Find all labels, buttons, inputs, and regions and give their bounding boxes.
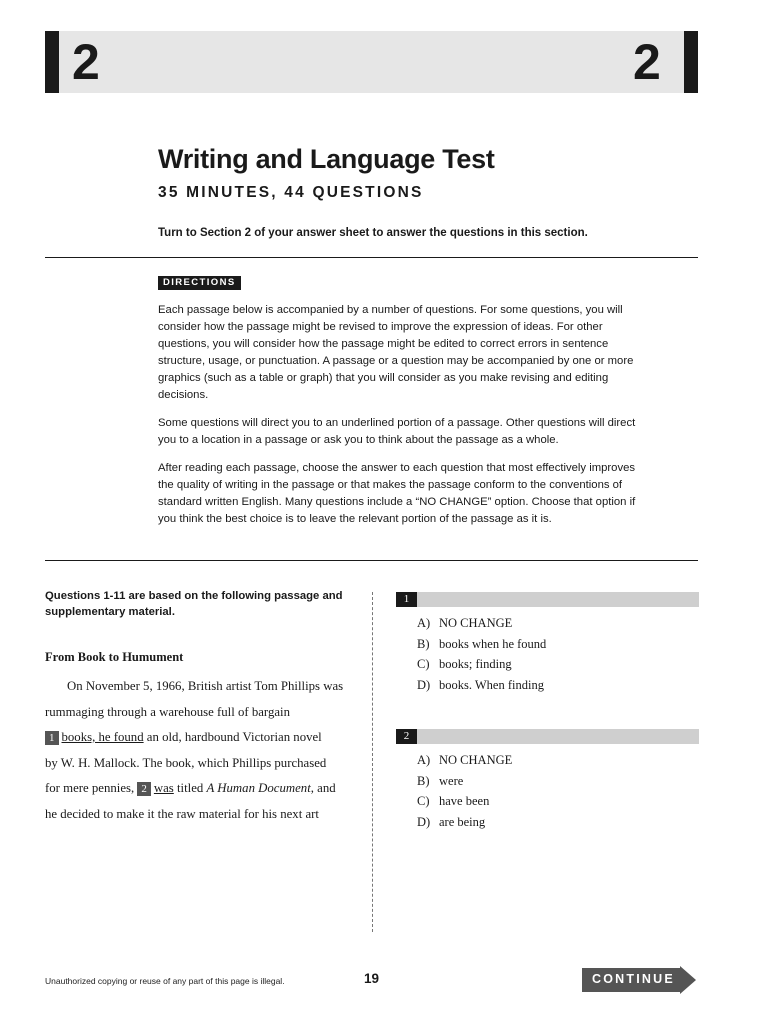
answer-options bbox=[417, 750, 699, 833]
option-text: NO CHANGE bbox=[439, 753, 513, 767]
divider-bottom bbox=[45, 560, 698, 561]
option-letter: B) bbox=[417, 636, 430, 651]
passage-line bbox=[45, 725, 365, 751]
section-number-left: 2 bbox=[72, 34, 100, 90]
passage-line: rummaging through a warehouse full of bargain bbox=[45, 704, 290, 719]
option-letter: A) bbox=[417, 616, 431, 630]
answer-option-b[interactable] bbox=[417, 771, 699, 792]
option-text: have been bbox=[439, 794, 490, 809]
directions-label: DIRECTIONS bbox=[158, 276, 241, 290]
continue-arrow bbox=[582, 966, 696, 994]
answer-sheet-instruction: Turn to Section 2 of your answer sheet to answer the questions in this section. bbox=[158, 227, 588, 239]
answer-option-b[interactable] bbox=[417, 634, 699, 655]
answer-option-a[interactable] bbox=[417, 750, 699, 771]
question-marker-2[interactable]: 2 bbox=[137, 782, 151, 796]
passage-line: On November 5, 1966, British artist Tom Phillips was bbox=[67, 679, 344, 693]
option-text: books. When finding bbox=[439, 678, 544, 693]
question-1 bbox=[396, 592, 699, 696]
section-header-band bbox=[45, 31, 698, 93]
option-letter: C) bbox=[417, 657, 430, 672]
page-title: Writing and Language Test bbox=[158, 144, 495, 174]
section-number-right: 2 bbox=[633, 34, 661, 90]
directions-paragraph: Each passage below is accompanied by a number of questions. For some questions, you will consider how the passage might be revised to improve the expression of ideas. For other questions, you will consider how the passage might be edited to correct errors in sentence structure, usage, or punctuation. A passage or a question may be accompanied by one or more graphics (such as a table or graph) that you will consider as you make revising and editing decisions. bbox=[158, 304, 634, 401]
passage-text-fragment: an old, hardbound Victorian novel bbox=[143, 730, 322, 745]
underlined-portion-1[interactable]: books, he found bbox=[61, 730, 144, 745]
answer-option-d[interactable] bbox=[417, 675, 699, 696]
option-letter: A) bbox=[417, 753, 431, 767]
passage-text-fragment: , and bbox=[310, 781, 336, 796]
option-letter: C) bbox=[417, 794, 430, 809]
answer-option-a[interactable] bbox=[417, 613, 699, 634]
underlined-portion-2[interactable]: was bbox=[153, 781, 174, 796]
question-marker-1[interactable]: 1 bbox=[45, 731, 59, 745]
passage-text bbox=[45, 674, 365, 828]
directions-paragraph: After reading each passage, choose the answer to each question that most effectively improves the quality of writing in the passage or that makes the passage conform to the conventions of standard written English. Many questions include a “NO CHANGE” option. Choose that option if you think the best choice is to leave the relevant portion of the passage as it is. bbox=[158, 462, 636, 525]
directions-paragraph: Some questions will direct you to an underlined portion of a passage. Other questions will direct you to a location in a passage or ask you to think about the passage as a whole. bbox=[158, 417, 636, 446]
divider-top bbox=[45, 257, 698, 258]
answer-option-d[interactable] bbox=[417, 812, 699, 833]
copyright-notice: Unauthorized copying or reuse of any part of this page is illegal. bbox=[45, 976, 285, 986]
answer-options bbox=[417, 613, 699, 696]
question-header-bar bbox=[396, 592, 699, 607]
passage-line bbox=[45, 776, 365, 802]
option-text: books when he found bbox=[439, 636, 547, 651]
continue-label: CONTINUE bbox=[592, 972, 675, 986]
passage-line: by W. H. Mallock. The book, which Phillips purchased bbox=[45, 755, 327, 770]
question-header-bar bbox=[396, 729, 699, 744]
option-text: NO CHANGE bbox=[439, 616, 513, 630]
answer-option-c[interactable] bbox=[417, 654, 699, 675]
question-number: 2 bbox=[396, 729, 417, 744]
option-letter: D) bbox=[417, 815, 431, 830]
passage-line: he decided to make it the raw material for his next art bbox=[45, 806, 319, 821]
question-number: 1 bbox=[396, 592, 417, 607]
column-divider bbox=[372, 592, 373, 932]
answer-option-c[interactable] bbox=[417, 791, 699, 812]
passage-title: From Book to Humument bbox=[45, 650, 184, 664]
page-number: 19 bbox=[364, 971, 380, 986]
option-letter: D) bbox=[417, 678, 431, 693]
question-2 bbox=[396, 729, 699, 833]
option-text: are being bbox=[439, 815, 486, 830]
option-letter: B) bbox=[417, 773, 430, 788]
passage-text-fragment: titled bbox=[173, 781, 207, 796]
directions-text bbox=[158, 302, 640, 539]
book-title: A Human Document bbox=[206, 781, 311, 796]
passage-text-fragment: for mere pennies, bbox=[45, 781, 138, 796]
section-header-bar-left bbox=[45, 31, 59, 93]
passage-intro: Questions 1-11 are based on the following passage and supplementary material. bbox=[45, 590, 343, 618]
option-text: books; finding bbox=[439, 657, 512, 672]
option-text: were bbox=[439, 773, 464, 788]
test-timing: 35 MINUTES, 44 QUESTIONS bbox=[158, 184, 424, 201]
section-header-bar-right bbox=[684, 31, 698, 93]
